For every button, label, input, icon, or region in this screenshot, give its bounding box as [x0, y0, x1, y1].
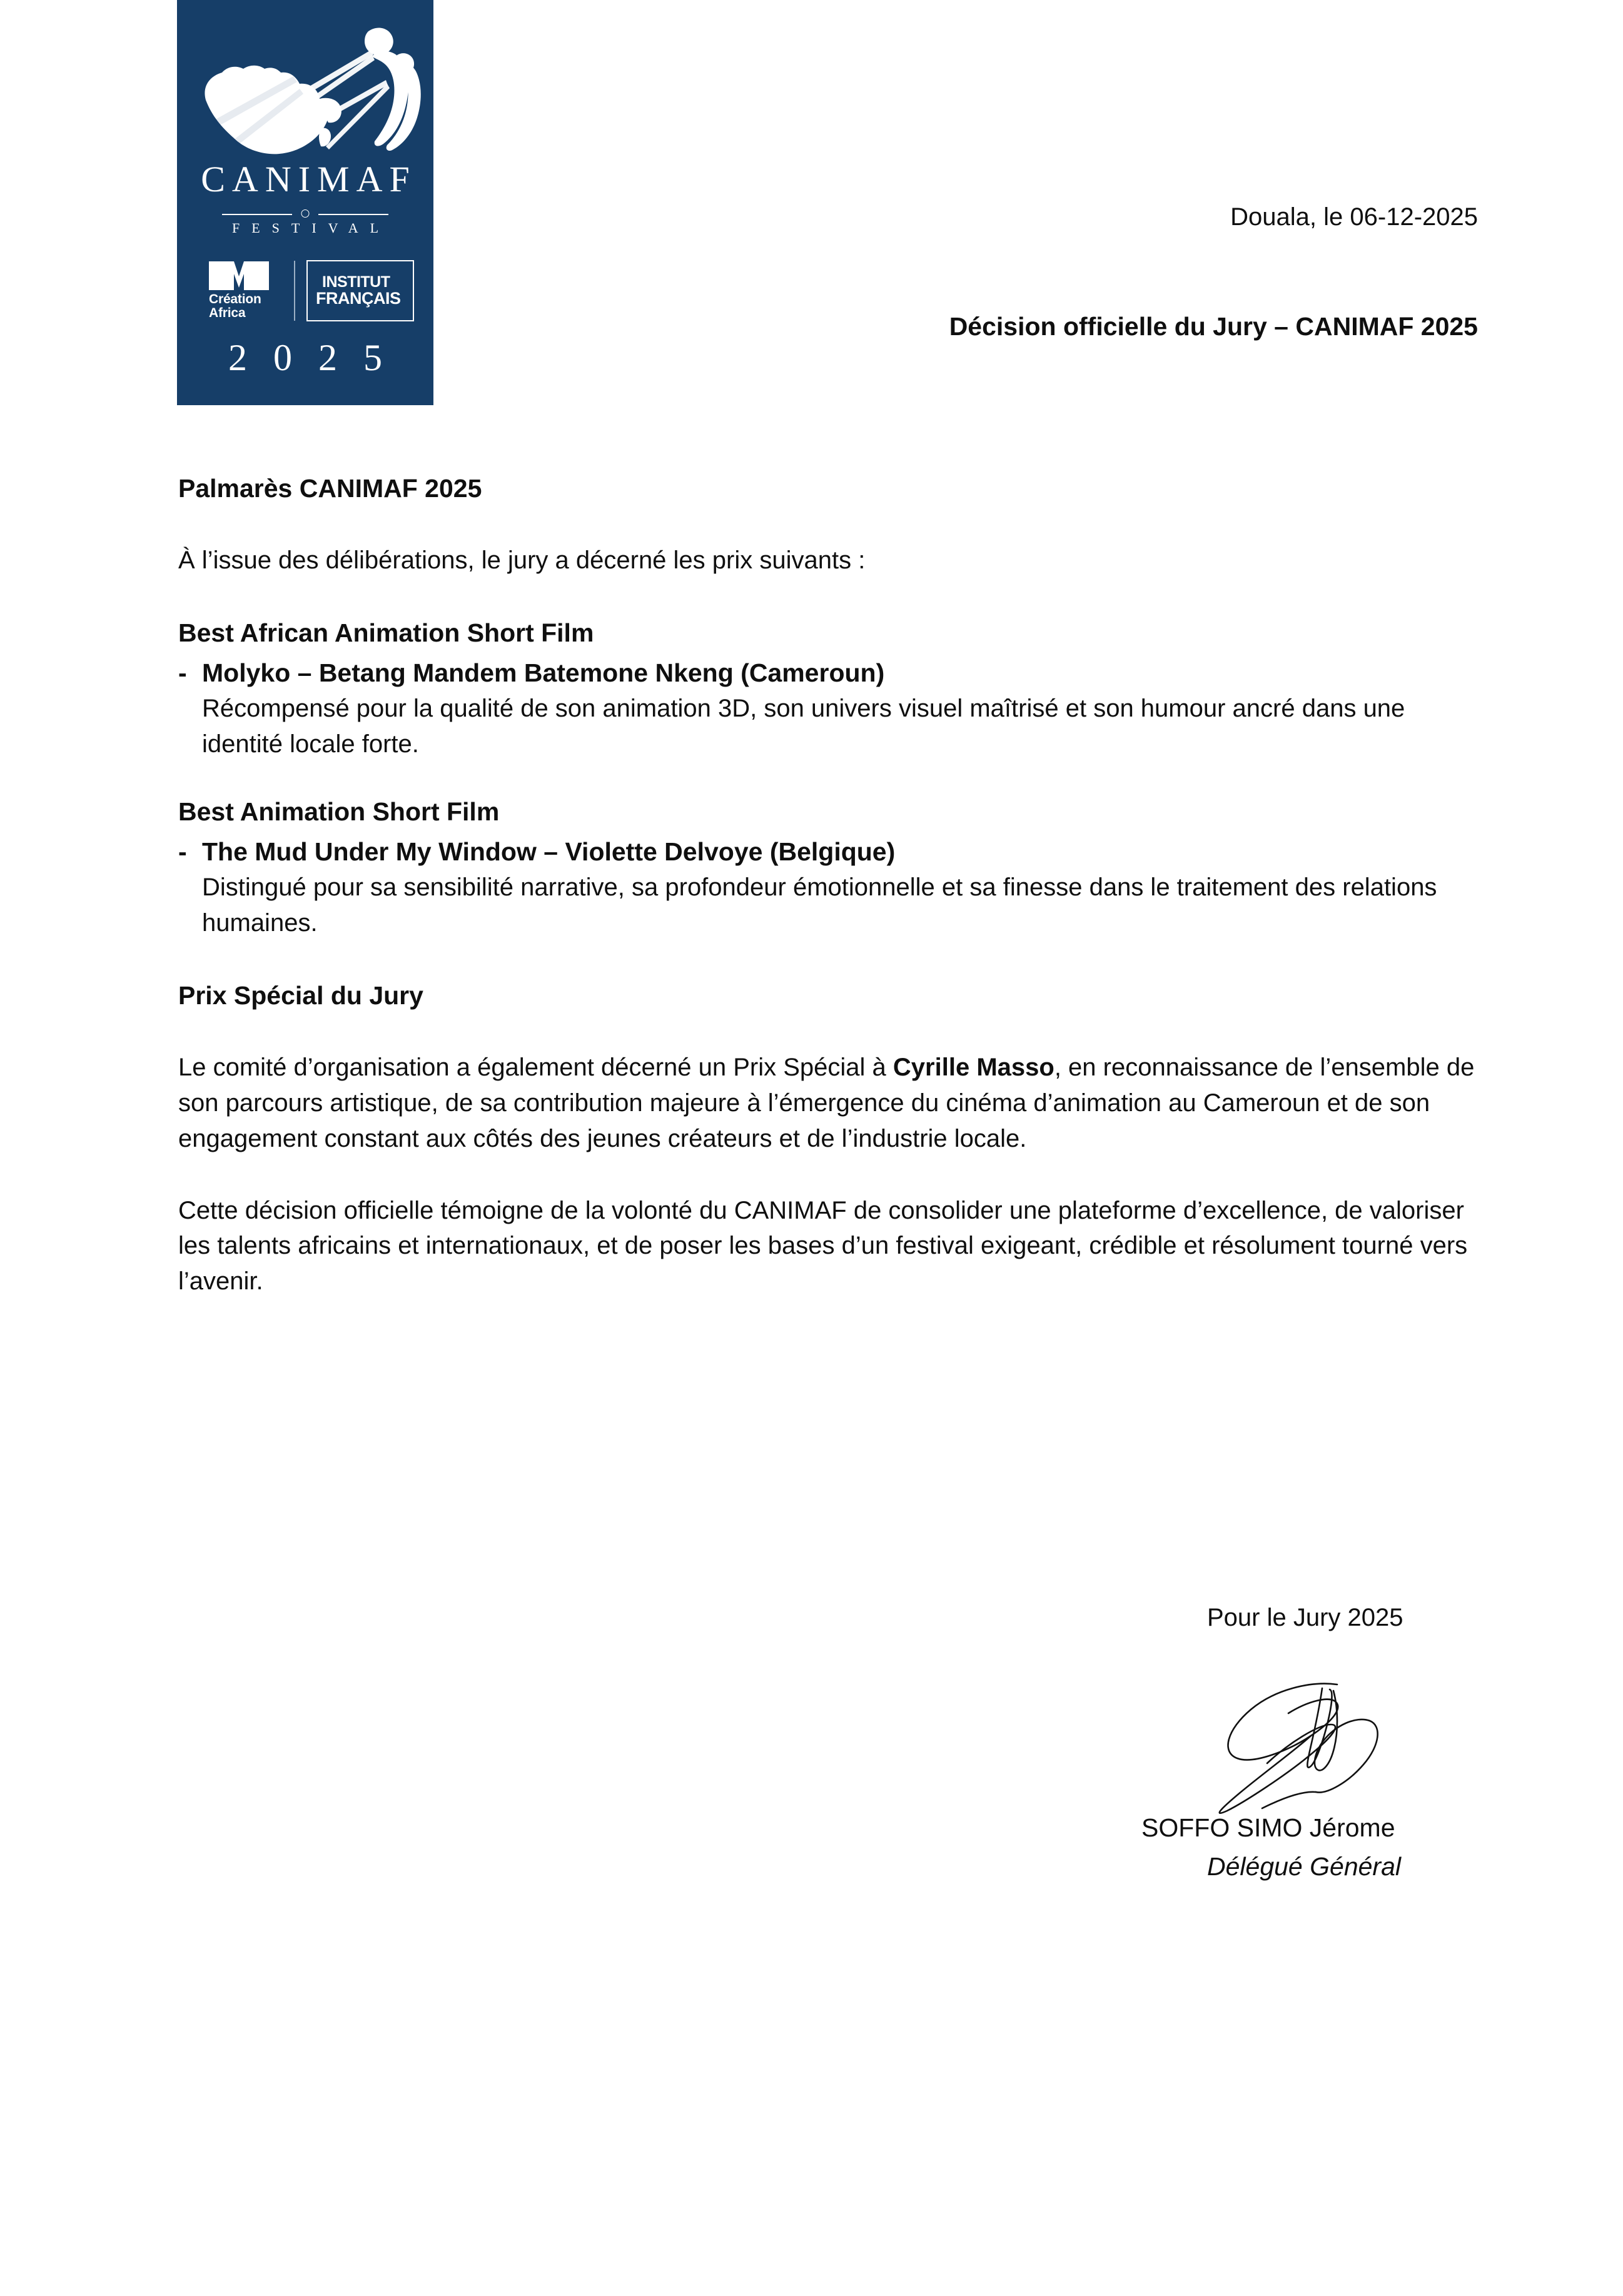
- special-prize-laureate: Cyrille Masso: [892, 1054, 1054, 1082]
- institut-francais-mark-icon: [316, 270, 405, 310]
- special-prize-paragraph: [178, 1050, 1478, 1156]
- intro-paragraph: À l’issue des délibérations, le jury a décerné les prix suivants :: [178, 546, 866, 575]
- award-description-1: Récompensé pour la qualité de son animation 3D, son univers visuel maîtrisé et son humour ancré dans une identité locale forte.: [202, 695, 1405, 758]
- award-category-2: Best Animation Short Film: [178, 797, 500, 827]
- award-bullet-2: -: [178, 837, 187, 867]
- award-winner-2: The Mud Under My Window – Violette Delvoye (Belgique): [202, 837, 896, 867]
- special-prize-heading: Prix Spécial du Jury: [178, 981, 423, 1010]
- document-date: Douala, le 06-12-2025: [1230, 203, 1478, 231]
- logo-rule-left: [222, 214, 292, 215]
- creation-africa-label: [209, 293, 261, 320]
- palmares-heading: Palmarès CANIMAF 2025: [178, 474, 482, 503]
- sponsor-divider: [294, 261, 295, 321]
- closing-paragraph: Cette décision officielle témoigne de la volonté du CANIMAF de consolider une plateforme d’excellence, de valoriser les talents africains et internationaux, et de poser les bases d’un festival exigeant, crédible et résolument tourné vers l’avenir.: [178, 1196, 1468, 1296]
- award-description-2: Distingué pour sa sensibilité narrative, sa profondeur émotionnelle et sa finesse dans le traitement des relations humaines.: [202, 874, 1437, 937]
- creation-africa-line2: Africa: [209, 306, 246, 320]
- award-entry-1: [178, 655, 1478, 762]
- logo-year: 2025: [228, 337, 408, 378]
- logo-rule-dot-icon: [301, 209, 310, 218]
- award-category-1: Best African Animation Short Film: [178, 618, 594, 648]
- award-entry-2: [178, 833, 1478, 941]
- handwritten-signature: [1188, 1676, 1413, 1820]
- svg-text:FRANÇAIS: FRANÇAIS: [316, 289, 401, 308]
- canimaf-logo-mark-icon: [177, 6, 433, 169]
- logo-subtitle: FESTIVAL: [231, 220, 391, 236]
- for-the-jury-line: Pour le Jury 2025: [1207, 1604, 1403, 1631]
- special-prize-text-before: Le comité d’organisation a également décerné un Prix Spécial à: [178, 1054, 893, 1082]
- special-prize-text-after: , en reconnaissance de l’ensemble de son parcours artistique, de sa contribution majeure à l’émergence du cinéma d’animation au Cameroun et de son engagement constant aux côtés des jeunes créateurs et de l’industrie locale.: [178, 1054, 1475, 1152]
- signatory-role: Délégué Général: [1207, 1852, 1401, 1881]
- signatory-name: SOFFO SIMO Jérome: [1141, 1813, 1395, 1842]
- document-title: Décision officielle du Jury – CANIMAF 2025: [949, 312, 1478, 341]
- logo-wordmark: CANIMAF: [201, 159, 417, 199]
- logo-rule-right: [318, 214, 388, 215]
- creation-africa-logo: [196, 261, 283, 320]
- creation-africa-line1: Création: [209, 291, 261, 306]
- svg-text:INSTITUT: INSTITUT: [322, 273, 390, 291]
- institut-francais-logo: [306, 260, 414, 321]
- creation-africa-mark-icon: [209, 261, 269, 290]
- sponsor-logos-row: [188, 253, 423, 328]
- award-bullet-1: -: [178, 658, 187, 688]
- logo-divider-rule: [222, 208, 388, 221]
- document-body: [178, 470, 1478, 1299]
- award-winner-1: Molyko – Betang Mandem Batemone Nkeng (Cameroun): [202, 658, 885, 688]
- canimaf-logo-block: [177, 0, 433, 405]
